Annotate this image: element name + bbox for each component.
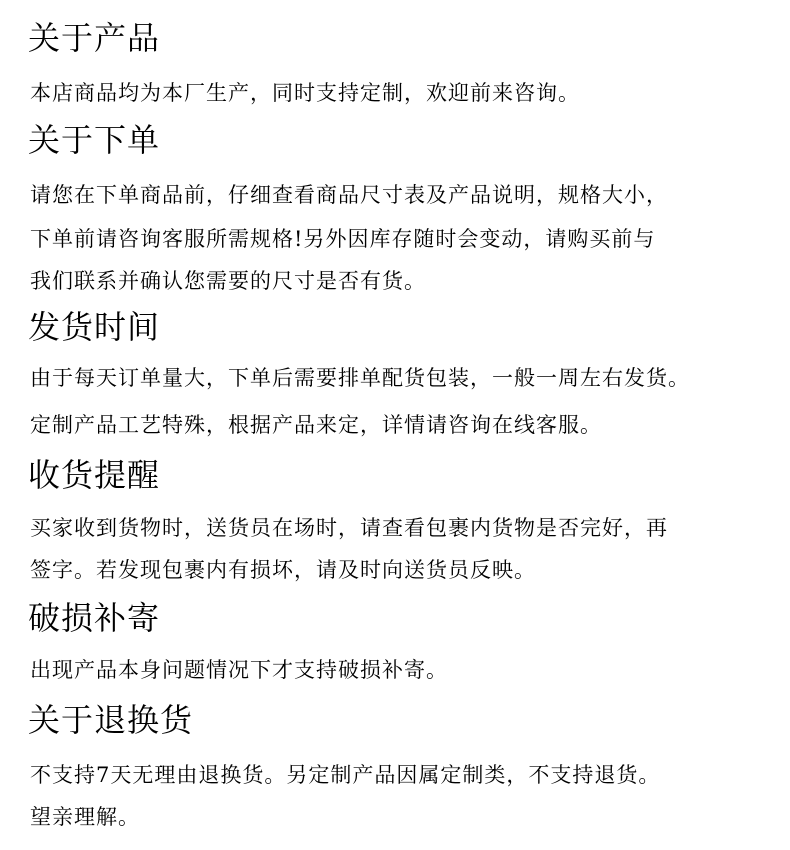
section-text-line: 望亲理解。 <box>30 805 140 829</box>
section-heading-about-order: 关于下单 <box>28 121 161 159</box>
section-text-line: 下单前请咨询客服所需规格!另外因库存随时会变动，请购买前与 <box>30 227 656 251</box>
section-text-line: 出现产品本身问题情况下才支持破损补寄。 <box>30 658 448 682</box>
section-heading-delivery-reminder: 收货提醒 <box>28 456 161 494</box>
section-heading-damage-resend: 破损补寄 <box>28 599 161 637</box>
section-text-line: 不支持7天无理由退换货。另定制产品因属定制类，不支持退货。 <box>30 763 661 787</box>
section-heading-returns: 关于退换货 <box>28 701 194 739</box>
section-text-line: 本店商品均为本厂生产，同时支持定制，欢迎前来咨询。 <box>30 81 580 105</box>
section-text-line: 定制产品工艺特殊，根据产品来定，详情请咨询在线客服。 <box>30 413 602 437</box>
section-text-line: 我们联系并确认您需要的尺寸是否有货。 <box>30 269 426 293</box>
section-text-line: 由于每天订单量大，下单后需要排单配货包装，一般一周左右发货。 <box>30 366 690 390</box>
section-text-line: 请您在下单商品前，仔细查看商品尺寸表及产品说明，规格大小， <box>30 183 668 207</box>
section-heading-shipping-time: 发货时间 <box>28 308 161 346</box>
section-text-line: 签字。若发现包裹内有损坏，请及时向送货员反映。 <box>30 558 536 582</box>
section-text-line: 买家收到货物时，送货员在场时，请查看包裹内货物是否完好，再 <box>30 516 668 540</box>
section-heading-about-product: 关于产品 <box>28 19 161 57</box>
